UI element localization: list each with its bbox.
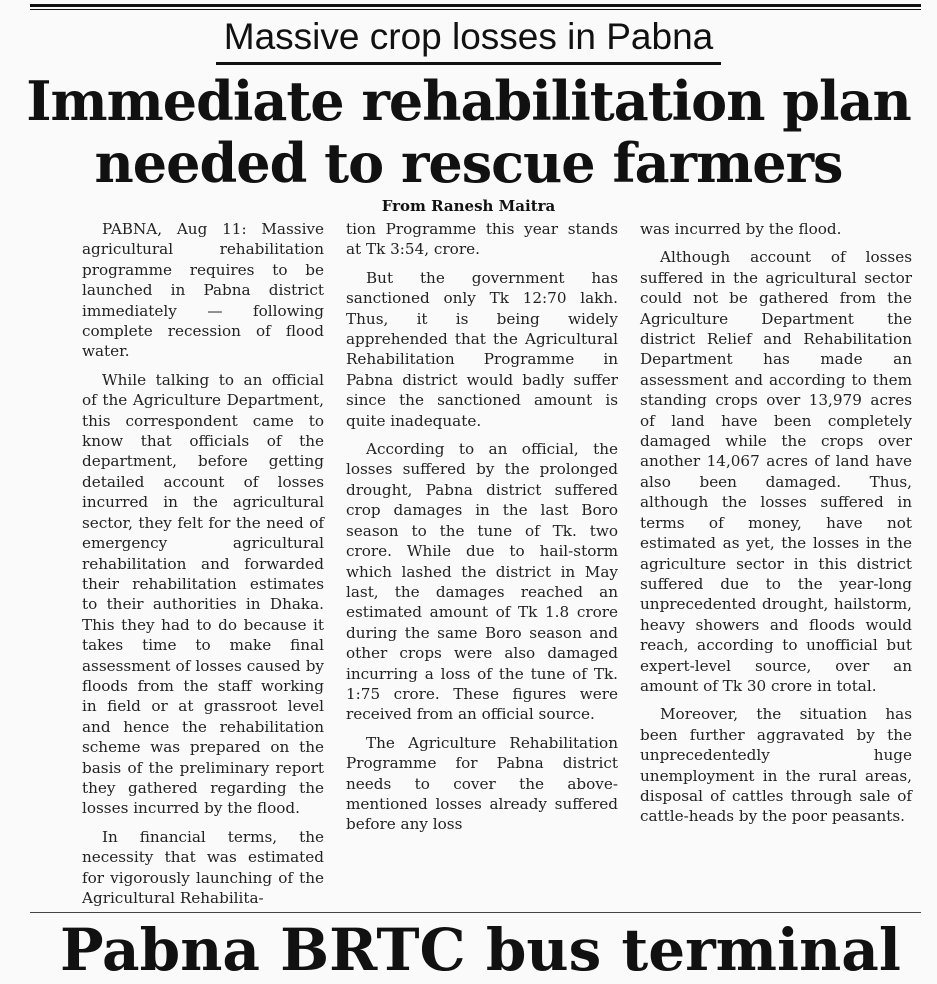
- paragraph: The Agriculture Rehabilitation Programme for Pabna district needs to cover the above-mentioned losses already suffered before any loss: [346, 733, 618, 834]
- paragraph: Moreover, the situation has been further aggravated by the unprecedentedly huge unemployment in the rural areas, disposal of cattles through sale of cattle-heads by the poor peasants.: [640, 705, 912, 826]
- paragraph: In financial terms, the necessity that was estimated for vigorously launching of the Agricultural Rehabilita-: [82, 827, 324, 907]
- kicker-text: Massive crop losses in Pabna: [216, 14, 721, 65]
- article-column-2: [346, 219, 618, 843]
- next-article-headline: Pabna BRTC bus terminal: [60, 916, 901, 984]
- paragraph: While talking to an official of the Agriculture Department, this correspondent came to know that officials of the department, before getting detailed account of losses incurred in the agricultural sector, they felt for the need of emergency agricultural rehabilitation and forwarded their rehabilitation estimates to their authorities in Dhaka. This they had to do because it takes time to make final assessment of losses caused by floods from the staff working in field or at grassroot level and hence the rehabilitation scheme was prepared on the basis of the preliminary report they gathered regarding the losses incurred by the flood.: [82, 370, 324, 818]
- article-headline: Immediate rehabilitation plan needed to rescue farmers: [26, 69, 911, 195]
- paragraph: Although account of losses suffered in the agricultural sector could not be gathered from the Agriculture Department the district Relief and Rehabilitation Department has made an assessment and according to them standing crops over 13,979 acres of land have been completely damaged while the crops over another 14,067 acres of land have also been damaged. Thus, although the losses suffered in terms of money, have not estimated as yet, the losses in the agriculture sector in this district suffered due to the year-long unprecedented drought, hailstorm, heavy showers and floods would reach, according to unofficial but expert-level source, over an amount of Tk 30 crore in total.: [640, 248, 912, 695]
- article-kicker: [0, 14, 937, 65]
- top-rule: [30, 4, 921, 7]
- next-article-rule: [30, 912, 921, 913]
- paragraph: According to an official, the losses suffered by the prolonged drought, Pabna district suffered crop damages in the last Boro season to the tune of Tk. two crore. While due to hail-storm which lashed the district in May last, the damages reached an estimated amount of Tk 1.8 crore during the same Boro season and other crops were also damaged incurring a loss of the tune of Tk. 1:75 crore. These figures were received from an official source.: [346, 440, 618, 724]
- paragraph: PABNA, Aug 11: Massive agricultural rehabilitation programme requires to be launched in Pabna district immediately — following complete recession of flood water.: [82, 220, 324, 361]
- paragraph: was incurred by the flood.: [640, 220, 842, 238]
- article-byline: From Ranesh Maitra: [381, 197, 556, 215]
- article-column-1: [82, 219, 324, 916]
- paragraph: But the government has sanctioned only Tk 12:70 lakh. Thus, it is being widely apprehended that the Agricultural Rehabilitation Programme in Pabna district would badly suffer since the sanctioned amount is quite inadequate.: [346, 268, 618, 430]
- top-rule-thin: [30, 9, 921, 10]
- article-column-3: [640, 219, 912, 835]
- paragraph: tion Programme this year stands at Tk 3:54, crore.: [346, 220, 618, 259]
